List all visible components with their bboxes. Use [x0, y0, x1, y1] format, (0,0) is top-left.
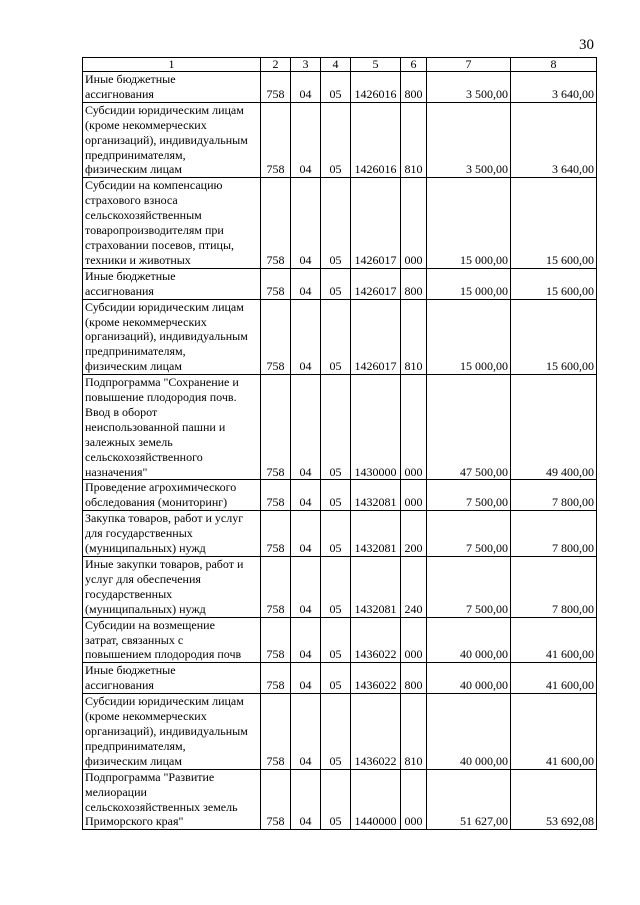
- table-row: [83, 102, 597, 178]
- cell-target-article: 1432081: [351, 480, 401, 511]
- table-row: [83, 268, 597, 299]
- row-name: Субсидии юридическим лицам (кроме некоммерческих организаций), индивидуальным предпринимателям, физическим лицам: [83, 102, 261, 178]
- cell-section: 04: [291, 769, 321, 830]
- cell-subsection: 05: [321, 557, 351, 618]
- column-header-8: 8: [511, 58, 597, 72]
- table-row: [83, 72, 597, 103]
- column-header-2: 2: [261, 58, 291, 72]
- cell-admin-code: 758: [261, 268, 291, 299]
- cell-amount-year1: 15 000,00: [427, 268, 511, 299]
- cell-target-article: 1436022: [351, 663, 401, 694]
- cell-target-article: 1426016: [351, 72, 401, 103]
- cell-admin-code: 758: [261, 375, 291, 480]
- cell-target-article: 1426016: [351, 102, 401, 178]
- row-name: Иные закупки товаров, работ и услуг для обеспечения государственных (муниципальных) нужд: [83, 557, 261, 618]
- cell-section: 04: [291, 72, 321, 103]
- cell-subsection: 05: [321, 375, 351, 480]
- table-row: [83, 663, 597, 694]
- cell-expense-type: 800: [401, 72, 427, 103]
- cell-admin-code: 758: [261, 102, 291, 178]
- row-name: Иные бюджетные ассигнования: [83, 72, 261, 103]
- cell-expense-type: 000: [401, 480, 427, 511]
- column-header-5: 5: [351, 58, 401, 72]
- cell-expense-type: 240: [401, 557, 427, 618]
- table-row: [83, 511, 597, 557]
- cell-expense-type: 800: [401, 268, 427, 299]
- cell-subsection: 05: [321, 178, 351, 268]
- row-name: Иные бюджетные ассигнования: [83, 268, 261, 299]
- cell-admin-code: 758: [261, 769, 291, 830]
- cell-expense-type: 800: [401, 663, 427, 694]
- cell-section: 04: [291, 299, 321, 375]
- cell-expense-type: 000: [401, 375, 427, 480]
- column-header-4: 4: [321, 58, 351, 72]
- cell-target-article: 1436022: [351, 617, 401, 663]
- column-header-6: 6: [401, 58, 427, 72]
- cell-amount-year1: 47 500,00: [427, 375, 511, 480]
- cell-subsection: 05: [321, 72, 351, 103]
- cell-amount-year1: 40 000,00: [427, 617, 511, 663]
- cell-amount-year2: 3 640,00: [511, 102, 597, 178]
- cell-amount-year1: 40 000,00: [427, 694, 511, 770]
- cell-amount-year1: 7 500,00: [427, 480, 511, 511]
- cell-subsection: 05: [321, 694, 351, 770]
- cell-subsection: 05: [321, 511, 351, 557]
- cell-section: 04: [291, 268, 321, 299]
- cell-admin-code: 758: [261, 178, 291, 268]
- cell-subsection: 05: [321, 617, 351, 663]
- cell-subsection: 05: [321, 663, 351, 694]
- cell-amount-year2: 49 400,00: [511, 375, 597, 480]
- cell-section: 04: [291, 178, 321, 268]
- cell-amount-year2: 41 600,00: [511, 663, 597, 694]
- cell-amount-year2: 3 640,00: [511, 72, 597, 103]
- cell-amount-year2: 15 600,00: [511, 268, 597, 299]
- cell-amount-year2: 7 800,00: [511, 511, 597, 557]
- cell-admin-code: 758: [261, 663, 291, 694]
- row-name: Закупка товаров, работ и услуг для государственных (муниципальных) нужд: [83, 511, 261, 557]
- table-row: [83, 694, 597, 770]
- table-row: [83, 299, 597, 375]
- row-name: Подпрограмма "Развитие мелиорации сельскохозяйственных земель Приморского края": [83, 769, 261, 830]
- cell-amount-year2: 7 800,00: [511, 480, 597, 511]
- cell-amount-year1: 15 000,00: [427, 299, 511, 375]
- cell-admin-code: 758: [261, 72, 291, 103]
- cell-section: 04: [291, 511, 321, 557]
- cell-amount-year1: 3 500,00: [427, 72, 511, 103]
- cell-admin-code: 758: [261, 511, 291, 557]
- table-row: [83, 769, 597, 830]
- cell-amount-year1: 15 000,00: [427, 178, 511, 268]
- cell-expense-type: 810: [401, 694, 427, 770]
- cell-target-article: 1440000: [351, 769, 401, 830]
- row-name: Субсидии юридическим лицам (кроме некоммерческих организаций), индивидуальным предпринимателям, физическим лицам: [83, 694, 261, 770]
- cell-amount-year2: 53 692,08: [511, 769, 597, 830]
- cell-section: 04: [291, 557, 321, 618]
- table-row: [83, 557, 597, 618]
- cell-admin-code: 758: [261, 694, 291, 770]
- column-header-3: 3: [291, 58, 321, 72]
- cell-target-article: 1432081: [351, 511, 401, 557]
- budget-table: [82, 57, 597, 830]
- row-name: Проведение агрохимического обследования (мониторинг): [83, 480, 261, 511]
- cell-amount-year2: 41 600,00: [511, 617, 597, 663]
- cell-admin-code: 758: [261, 480, 291, 511]
- cell-amount-year1: 51 627,00: [427, 769, 511, 830]
- header-row: [83, 58, 597, 72]
- cell-section: 04: [291, 375, 321, 480]
- cell-admin-code: 758: [261, 299, 291, 375]
- cell-expense-type: 200: [401, 511, 427, 557]
- cell-admin-code: 758: [261, 617, 291, 663]
- cell-subsection: 05: [321, 299, 351, 375]
- cell-subsection: 05: [321, 480, 351, 511]
- table-body: [83, 72, 597, 830]
- cell-target-article: 1432081: [351, 557, 401, 618]
- cell-admin-code: 758: [261, 557, 291, 618]
- table-row: [83, 375, 597, 480]
- row-name: Субсидии на возмещение затрат, связанных с повышением плодородия почв: [83, 617, 261, 663]
- cell-section: 04: [291, 663, 321, 694]
- cell-expense-type: 810: [401, 299, 427, 375]
- cell-target-article: 1436022: [351, 694, 401, 770]
- cell-target-article: 1426017: [351, 268, 401, 299]
- cell-amount-year1: 3 500,00: [427, 102, 511, 178]
- table-row: [83, 178, 597, 268]
- cell-expense-type: 000: [401, 617, 427, 663]
- cell-amount-year1: 7 500,00: [427, 511, 511, 557]
- column-header-1: 1: [83, 58, 261, 72]
- cell-expense-type: 000: [401, 178, 427, 268]
- cell-target-article: 1426017: [351, 299, 401, 375]
- row-name: Подпрограмма "Сохранение и повышение плодородия почв. Ввод в оборот неиспользованной пашни и залежных земель сельскохозяйственного назначения": [83, 375, 261, 480]
- cell-section: 04: [291, 480, 321, 511]
- cell-subsection: 05: [321, 769, 351, 830]
- row-name: Иные бюджетные ассигнования: [83, 663, 261, 694]
- cell-amount-year1: 7 500,00: [427, 557, 511, 618]
- cell-expense-type: 000: [401, 769, 427, 830]
- cell-subsection: 05: [321, 102, 351, 178]
- cell-subsection: 05: [321, 268, 351, 299]
- cell-target-article: 1426017: [351, 178, 401, 268]
- row-name: Субсидии юридическим лицам (кроме некоммерческих организаций), индивидуальным предпринимателям, физическим лицам: [83, 299, 261, 375]
- row-name: Субсидии на компенсацию страхового взноса сельскохозяйственным товаропроизводителям при страховании посевов, птицы, техники и животных: [83, 178, 261, 268]
- page-number: 30: [579, 37, 594, 53]
- cell-section: 04: [291, 102, 321, 178]
- cell-section: 04: [291, 617, 321, 663]
- cell-amount-year2: 41 600,00: [511, 694, 597, 770]
- table-row: [83, 617, 597, 663]
- cell-amount-year2: 7 800,00: [511, 557, 597, 618]
- column-header-7: 7: [427, 58, 511, 72]
- cell-section: 04: [291, 694, 321, 770]
- cell-amount-year1: 40 000,00: [427, 663, 511, 694]
- cell-expense-type: 810: [401, 102, 427, 178]
- cell-amount-year2: 15 600,00: [511, 299, 597, 375]
- cell-amount-year2: 15 600,00: [511, 178, 597, 268]
- cell-target-article: 1430000: [351, 375, 401, 480]
- table-row: [83, 480, 597, 511]
